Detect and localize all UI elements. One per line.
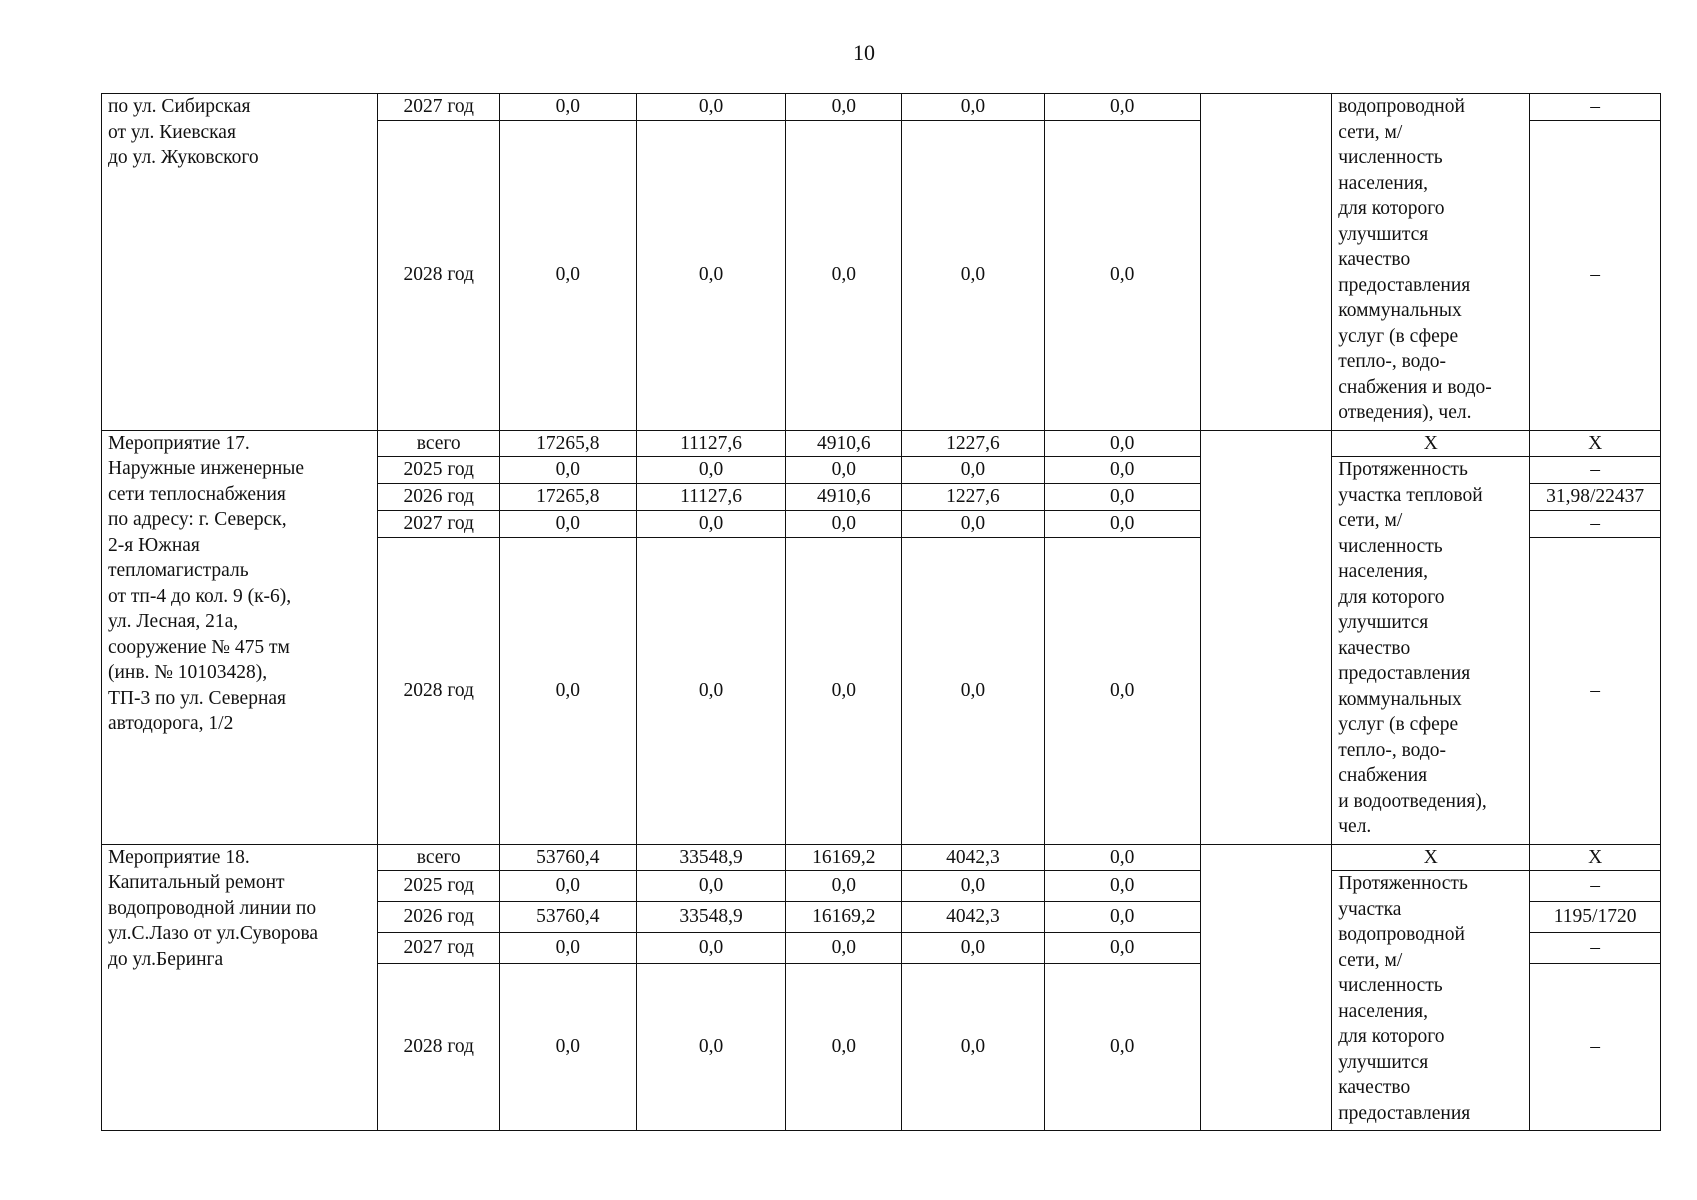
year-cell: 2025 год [378,871,500,902]
year-cell: всего [378,430,500,457]
value-cell: 16169,2 [786,902,902,933]
value-cell: 0,0 [636,964,786,1131]
value-cell: 0,0 [500,964,637,1131]
value-cell: 0,0 [636,537,786,844]
target-cell: – [1530,511,1661,538]
target-cell: – [1530,537,1661,844]
target-cell: – [1530,933,1661,964]
value-cell: 11127,6 [636,430,786,457]
indicator-cell [1332,457,1530,845]
value-cell: 0,0 [1044,871,1200,902]
target-cell: 31,98/22437 [1530,484,1661,511]
indicator-cell [1332,94,1530,431]
value-cell: 0,0 [636,933,786,964]
target-cell: – [1530,457,1661,484]
value-cell: 0,0 [636,94,786,121]
target-cell: – [1530,94,1661,121]
value-cell: 0,0 [636,511,786,538]
year-cell: 2028 год [378,964,500,1131]
measure-name: Мероприятие 17. Наружные инженерные сети теплоснабжения по адресу: г. Северск, 2-я Южная тепломагистраль от тп-4 до кол. 9 (к-6), ул. Лесная, 21а, сооружение № 475 тм (инв. № 10103428), ТП-3 по ул. Северная автодорога, 1/2 [108,432,305,734]
value-cell: 17265,8 [500,484,637,511]
measure-name: Мероприятие 18. Капитальный ремонт водопроводной линии по ул.С.Лазо от ул.Суворова до ул.Беринга [108,846,319,970]
indicator-head-cell: Х [1332,844,1530,871]
measure-name-cell [102,430,378,844]
value-cell: 4910,6 [786,484,902,511]
value-cell: 0,0 [786,964,902,1131]
year-cell: 2025 год [378,457,500,484]
value-cell: 1227,6 [902,430,1045,457]
blank-cell [1200,430,1332,844]
value-cell: 4910,6 [786,430,902,457]
value-cell: 0,0 [786,120,902,430]
value-cell: 0,0 [902,120,1045,430]
value-cell: 0,0 [902,871,1045,902]
year-cell: 2026 год [378,902,500,933]
indicator-text: Протяженность участка водопроводной сети, м/ численность населения, для которого улучшится качество предоставления [1338,873,1471,1124]
year-cell: 2027 год [378,933,500,964]
target-cell: – [1530,964,1661,1131]
indicator-cell [1332,871,1530,1131]
value-cell: 53760,4 [500,902,637,933]
value-cell: 0,0 [500,457,637,484]
table-row [102,844,1661,871]
measure-name-cell [102,94,378,431]
value-cell: 0,0 [902,94,1045,121]
value-cell: 16169,2 [786,844,902,871]
value-cell: 0,0 [786,933,902,964]
blank-cell [1200,844,1332,1131]
year-cell: 2027 год [378,511,500,538]
value-cell: 0,0 [1044,844,1200,871]
value-cell: 33548,9 [636,844,786,871]
value-cell: 0,0 [500,871,637,902]
value-cell: 0,0 [1044,120,1200,430]
year-cell: 2028 год [378,537,500,844]
value-cell: 4042,3 [902,844,1045,871]
value-cell: 0,0 [1044,902,1200,933]
value-cell: 0,0 [902,457,1045,484]
measure-name: по ул. Сибирская от ул. Киевская до ул. Жуковского [108,96,259,168]
value-cell: 0,0 [902,511,1045,538]
value-cell: 0,0 [786,537,902,844]
value-cell: 0,0 [500,933,637,964]
measure-name-cell [102,844,378,1131]
value-cell: 0,0 [1044,94,1200,121]
target-cell: – [1530,120,1661,430]
value-cell: 0,0 [500,94,637,121]
indicator-text: Протяженность участка тепловой сети, м/ численность населения, для которого улучшится качество предоставления коммунальных услуг (в сфере тепло-, водо- снабжения и водоотведения), чел. [1338,459,1487,837]
year-cell: 2026 год [378,484,500,511]
table-row [102,94,1661,121]
blank-cell [1200,94,1332,431]
value-cell: 0,0 [786,94,902,121]
value-cell: 0,0 [636,871,786,902]
value-cell: 0,0 [786,871,902,902]
target-cell: 1195/1720 [1530,902,1661,933]
value-cell: 0,0 [500,120,637,430]
indicator-head-cell: Х [1332,430,1530,457]
target-cell: Х [1530,844,1661,871]
measures-table [101,93,1661,1131]
year-cell: 2027 год [378,94,500,121]
value-cell: 0,0 [1044,933,1200,964]
value-cell: 4042,3 [902,902,1045,933]
value-cell: 0,0 [902,537,1045,844]
target-cell: Х [1530,430,1661,457]
table-row [102,430,1661,457]
value-cell: 0,0 [500,511,637,538]
value-cell: 0,0 [636,120,786,430]
value-cell: 0,0 [636,457,786,484]
value-cell: 0,0 [786,457,902,484]
year-cell: всего [378,844,500,871]
value-cell: 0,0 [786,511,902,538]
value-cell: 0,0 [902,933,1045,964]
value-cell: 0,0 [902,964,1045,1131]
value-cell: 0,0 [1044,430,1200,457]
value-cell: 0,0 [1044,484,1200,511]
page-number: 10 [853,40,875,65]
value-cell: 0,0 [1044,964,1200,1131]
value-cell: 1227,6 [902,484,1045,511]
value-cell: 0,0 [1044,537,1200,844]
value-cell: 11127,6 [636,484,786,511]
year-cell: 2028 год [378,120,500,430]
value-cell: 0,0 [500,537,637,844]
value-cell: 53760,4 [500,844,637,871]
value-cell: 0,0 [1044,511,1200,538]
value-cell: 0,0 [1044,457,1200,484]
value-cell: 17265,8 [500,430,637,457]
target-cell: – [1530,871,1661,902]
value-cell: 33548,9 [636,902,786,933]
indicator-text: водопроводной сети, м/ численность населения, для которого улучшится качество предоставления коммунальных услуг (в сфере тепло-, водо- снабжения и водо- отведения), чел. [1338,96,1492,423]
